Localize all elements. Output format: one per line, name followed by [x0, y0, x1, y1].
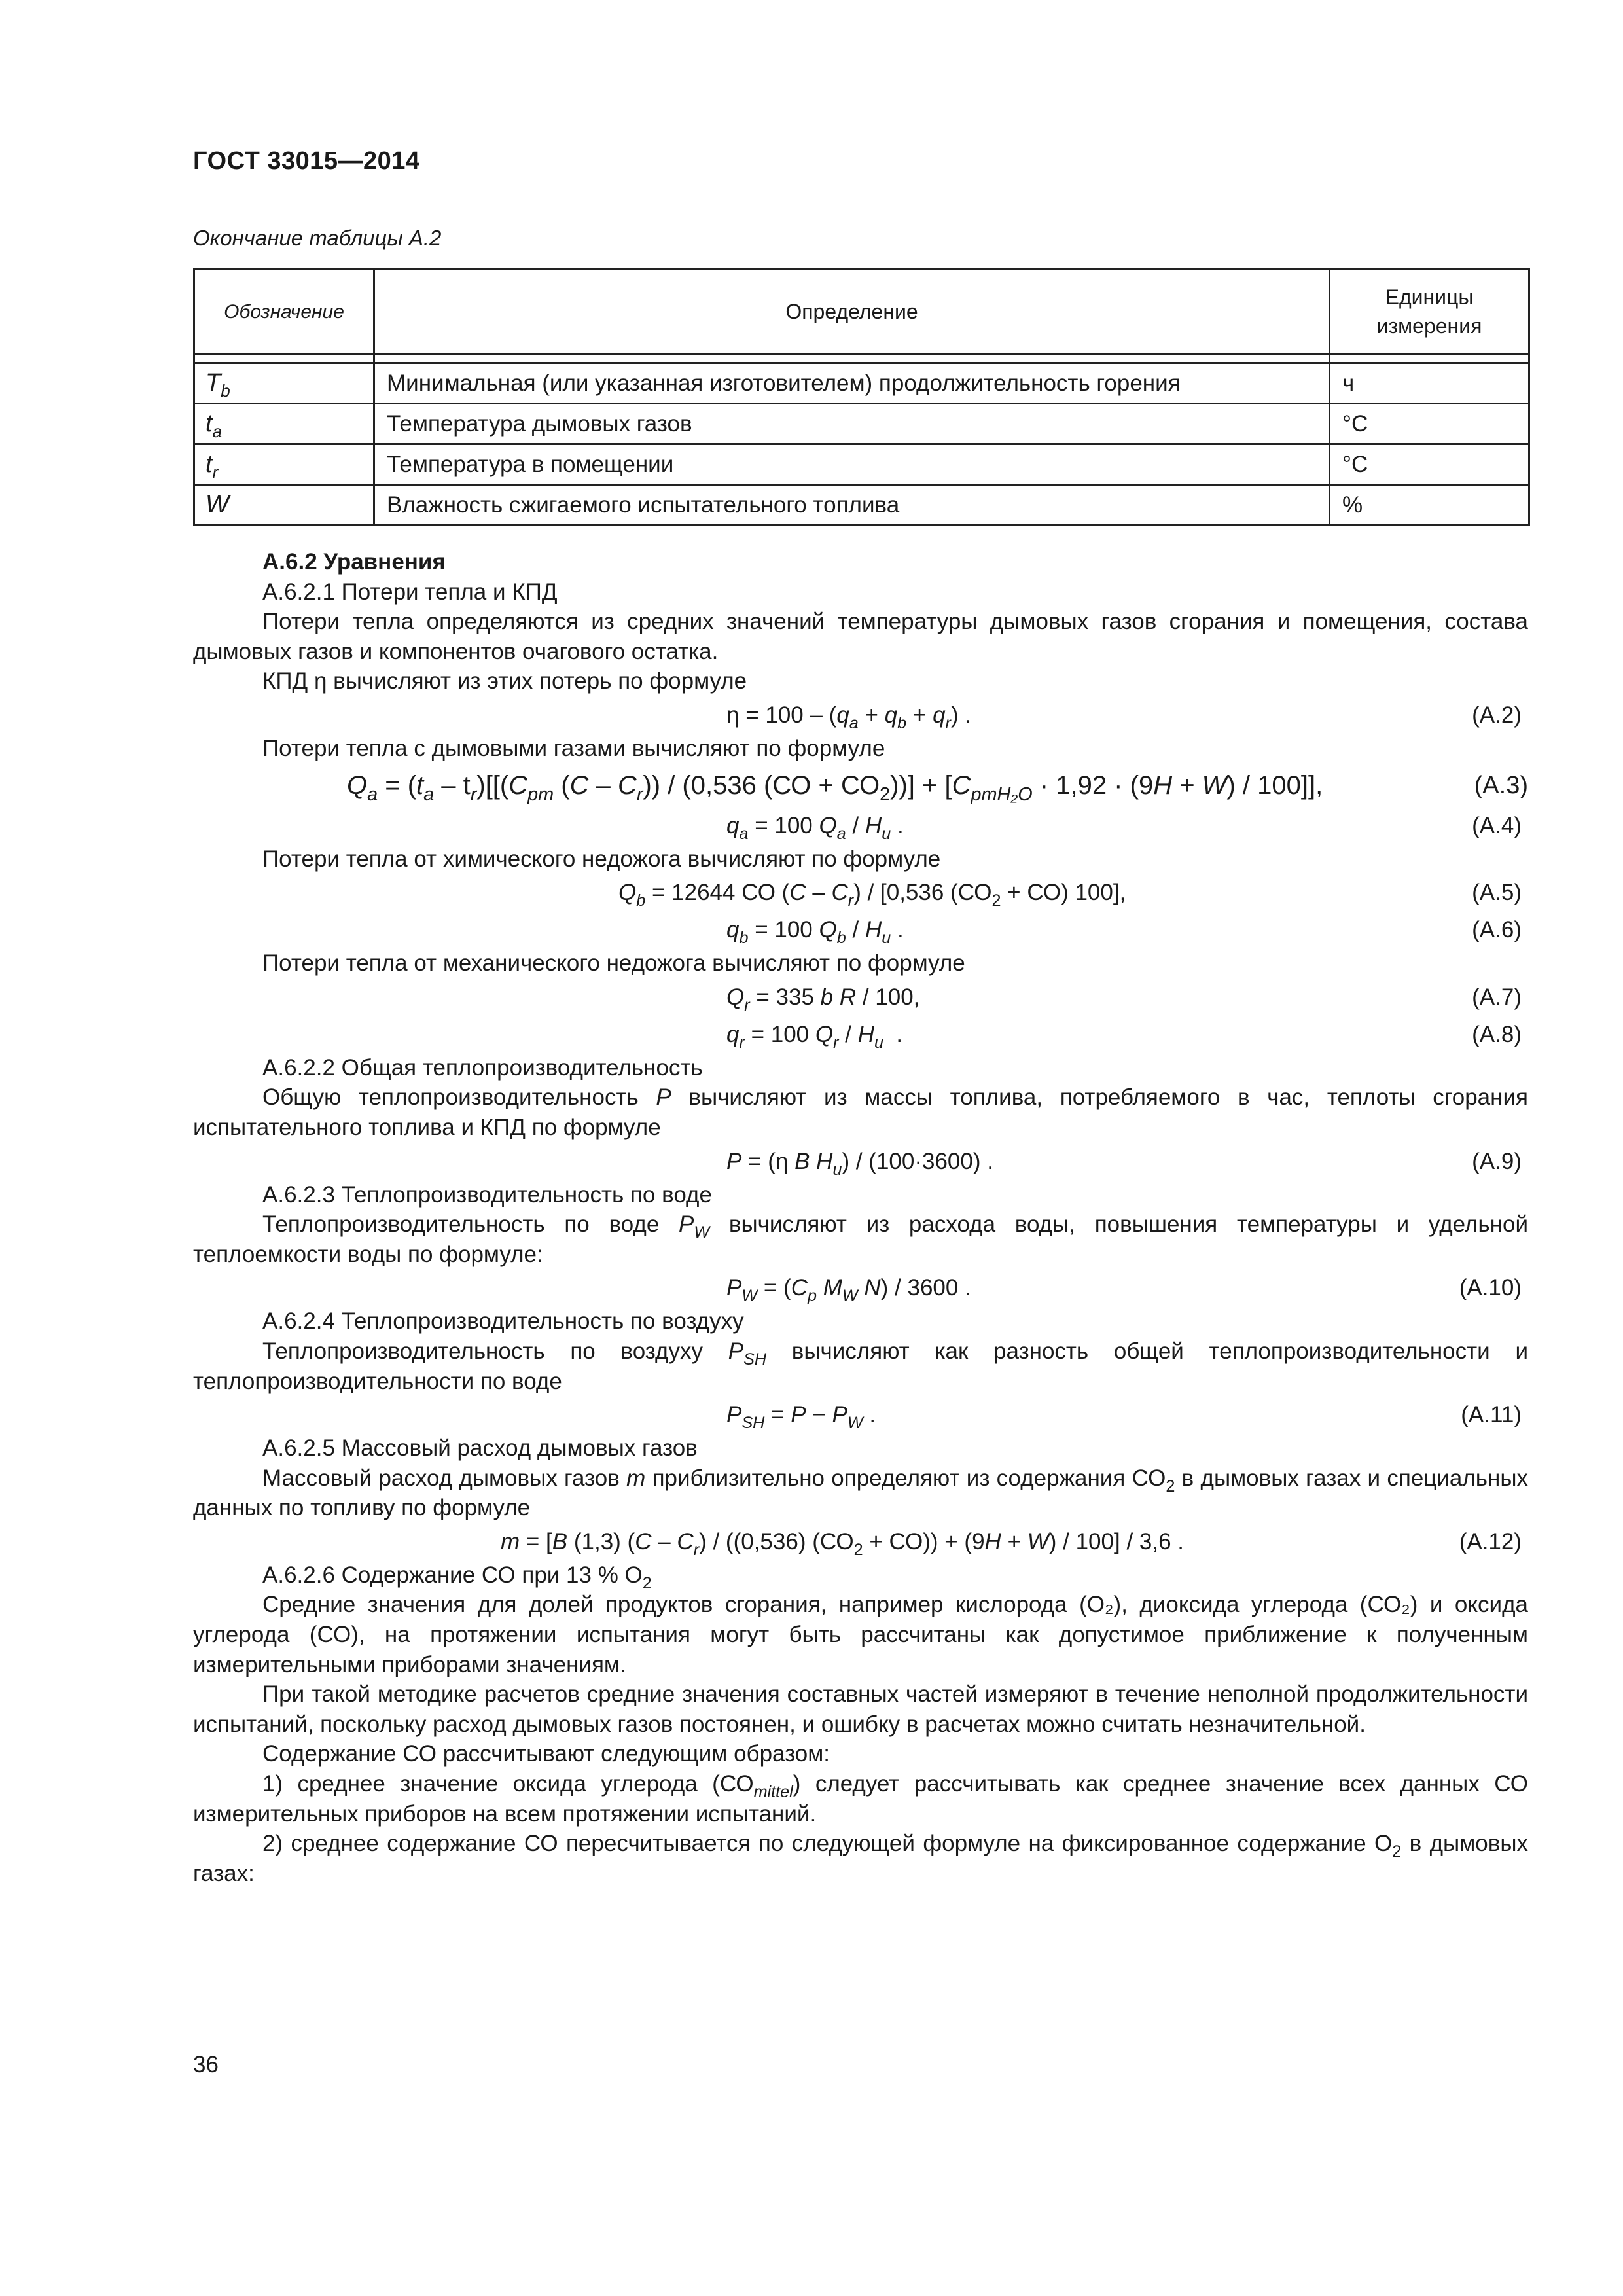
formula: $q_b = 100$ $Q_b / H_u$ .: [726, 917, 904, 947]
table-row: [194, 404, 1529, 444]
symbol-cell: W: [194, 485, 374, 526]
column-header-units: Единицы измерения: [1330, 270, 1529, 355]
formula: P = (η B $H_u) / (100\cdot 3600)$ .: [726, 1148, 993, 1179]
definition-cell: Влажность сжигаемого испытательного топлива: [374, 485, 1330, 526]
paragraph: Теплопроизводительность по воде $P_W$ вычисляют из расхода воды, повышения температуры и удельной теплоемкости воды по формуле:: [193, 1211, 1528, 1267]
subsection-heading: А.6.2.1 Потери тепла и КПД: [262, 579, 558, 605]
table-header-row: [194, 270, 1529, 355]
table-header-separator: [194, 355, 1529, 363]
equation-number: (А.12): [1459, 1528, 1522, 1554]
subsection-heading: А.6.2.3 Теплопроизводительность по воде: [262, 1181, 712, 1208]
subsection-heading: А.6.2.5 Массовый расход дымовых газов: [262, 1435, 698, 1462]
paragraph: КПД η вычисляют из этих потерь по формуле: [262, 668, 747, 694]
equation-a8: [193, 1016, 1528, 1053]
unit-cell: %: [1330, 485, 1529, 526]
body-text: [193, 547, 1528, 1888]
paragraph: Потери тепла с дымовыми газами вычисляют по формуле: [262, 735, 885, 761]
equation-a9: [193, 1143, 1528, 1180]
formula: m = [B (1,3) $(C - C_r) / ((0,536) (СО_2 + СО)) + (9H + W) / 100] / 3,6$ .: [501, 1528, 1184, 1559]
definitions-table: [193, 268, 1530, 526]
equation-a3: [193, 764, 1528, 807]
subsection-heading: А.6.2.2 Общая теплопроизводительность: [262, 1054, 703, 1081]
paragraph: Потери тепла от механического недожога вычисляют по формуле: [262, 950, 965, 977]
equation-a7: [193, 978, 1528, 1016]
paragraph: Потери тепла определяются из средних значений температуры дымовых газов сгорания и помещения, состава дымовых газов и компонентов очагового остатка.: [193, 609, 1528, 664]
definition-cell: Минимальная (или указанная изготовителем) продолжительность горения: [374, 363, 1330, 404]
formula: $\eta = 100 - (q_a + q_b + q_r)$ .: [726, 702, 972, 732]
definition-cell: Температура дымовых газов: [374, 404, 1330, 444]
equation-number: (А.9): [1472, 1148, 1522, 1174]
equation-number: (А.2): [1472, 702, 1522, 728]
equation-number: (А.10): [1459, 1275, 1522, 1301]
list-item: 2) среднее содержание СО пересчитывается по следующей формуле на фиксированное содержание $О_2$ в дымовых газах:: [193, 1831, 1528, 1886]
equation-a5: [193, 874, 1528, 911]
section-heading: А.6.2 Уравнения: [262, 549, 446, 575]
paragraph: Содержание СО рассчитывают следующим образом:: [262, 1741, 830, 1767]
equation-a12: [193, 1523, 1528, 1560]
symbol-cell: $t_r$: [194, 444, 374, 485]
paragraph: Массовый расход дымовых газов m приблизительно определяют из содержания $СО_2$ в дымовых газах и специальных данных по топливу по формуле: [193, 1465, 1528, 1521]
equation-a6: [193, 911, 1528, 948]
formula: $Q_r = 335$ b R / 100,: [726, 984, 920, 1014]
symbol-cell: $t_a$: [194, 404, 374, 444]
equation-number: (А.4): [1472, 812, 1522, 838]
equation-number: (А.6): [1472, 917, 1522, 943]
table-caption: Окончание таблицы А.2: [193, 226, 442, 250]
equation-a11: [193, 1396, 1528, 1433]
formula: $q_a = 100$ $Q_a / H_u$ .: [726, 812, 904, 843]
equation-a10: [193, 1269, 1528, 1306]
paragraph: При такой методике расчетов средние значения составных частей измеряют в течение неполной продолжительности испытаний, поскольку расход дымовых газов постоянен, и ошибку в расчетах можно считать незначительной.: [193, 1681, 1528, 1737]
unit-cell: ч: [1330, 363, 1529, 404]
equation-a2: [193, 696, 1528, 734]
formula: $q_r = 100$ $Q_r / H_u$ .: [726, 1021, 903, 1052]
paragraph: Общую теплопроизводительность P вычисляют из массы топлива, потребляемого в час, теплоты сгорания испытательного топлива и КПД по формуле: [193, 1085, 1528, 1140]
unit-cell: °С: [1330, 404, 1529, 444]
equation-number: (А.11): [1461, 1402, 1522, 1428]
page-number: 36: [193, 2052, 219, 2077]
document-header: ГОСТ 33015—2014: [193, 147, 420, 175]
formula: $P_W = (C_p$ $M_W$ N) / 3600 .: [726, 1275, 971, 1306]
list-item: 1) среднее значение оксида углерода $(СО_{mittel})$ следует рассчитывать как среднее значение всех данных СО измерительных приборов на всем протяжении испытаний.: [193, 1771, 1528, 1827]
paragraph: Средние значения для долей продуктов сгорания, например кислорода (О₂), диоксида углерода (СО₂) и оксида углерода (СО), на протяжении испытания могут быть рассчитаны как допустимое приближение к полученным измерительными приборами значениям.: [193, 1592, 1528, 1677]
column-header-symbol: Обозначение: [194, 270, 374, 355]
equation-number: (А.3): [1474, 771, 1528, 799]
equation-a4: [193, 807, 1528, 844]
formula: $Q_a = (t_a - t_r)[[(C_{pm}$ $(C - C_r)) / (0,536$ $(СО + СО_2))] + [C_{pmH_2O} \cdot 1,92 \cdot (9H + W) / 100]$],: [347, 770, 1323, 805]
subsection-heading: А.6.2.4 Теплопроизводительность по воздуху: [262, 1308, 744, 1335]
formula: $P_{SH} = P - P_W$ .: [726, 1402, 876, 1432]
table-row: [194, 485, 1529, 526]
table-row: [194, 363, 1529, 404]
subsection-heading: А.6.2.6 Содержание СО при 13 % $О_2$: [262, 1562, 652, 1592]
unit-cell: °С: [1330, 444, 1529, 485]
equation-number: (А.5): [1472, 880, 1522, 906]
column-header-definition: Определение: [374, 270, 1330, 355]
paragraph: Теплопроизводительность по воздуху $P_{SH}$ вычисляют как разность общей теплопроизводительности и теплопроизводительности по воде: [193, 1338, 1528, 1394]
definition-cell: Температура в помещении: [374, 444, 1330, 485]
equation-number: (А.7): [1472, 984, 1522, 1010]
table-row: [194, 444, 1529, 485]
equation-number: (А.8): [1472, 1021, 1522, 1047]
symbol-cell: $T_b$: [194, 363, 374, 404]
formula: $Q_b = 12644$ СО $(C - C_r) / [0,536$ $(СО_2 + СО)$ 100],: [618, 880, 1126, 910]
paragraph: Потери тепла от химического недожога вычисляют по формуле: [262, 846, 941, 872]
